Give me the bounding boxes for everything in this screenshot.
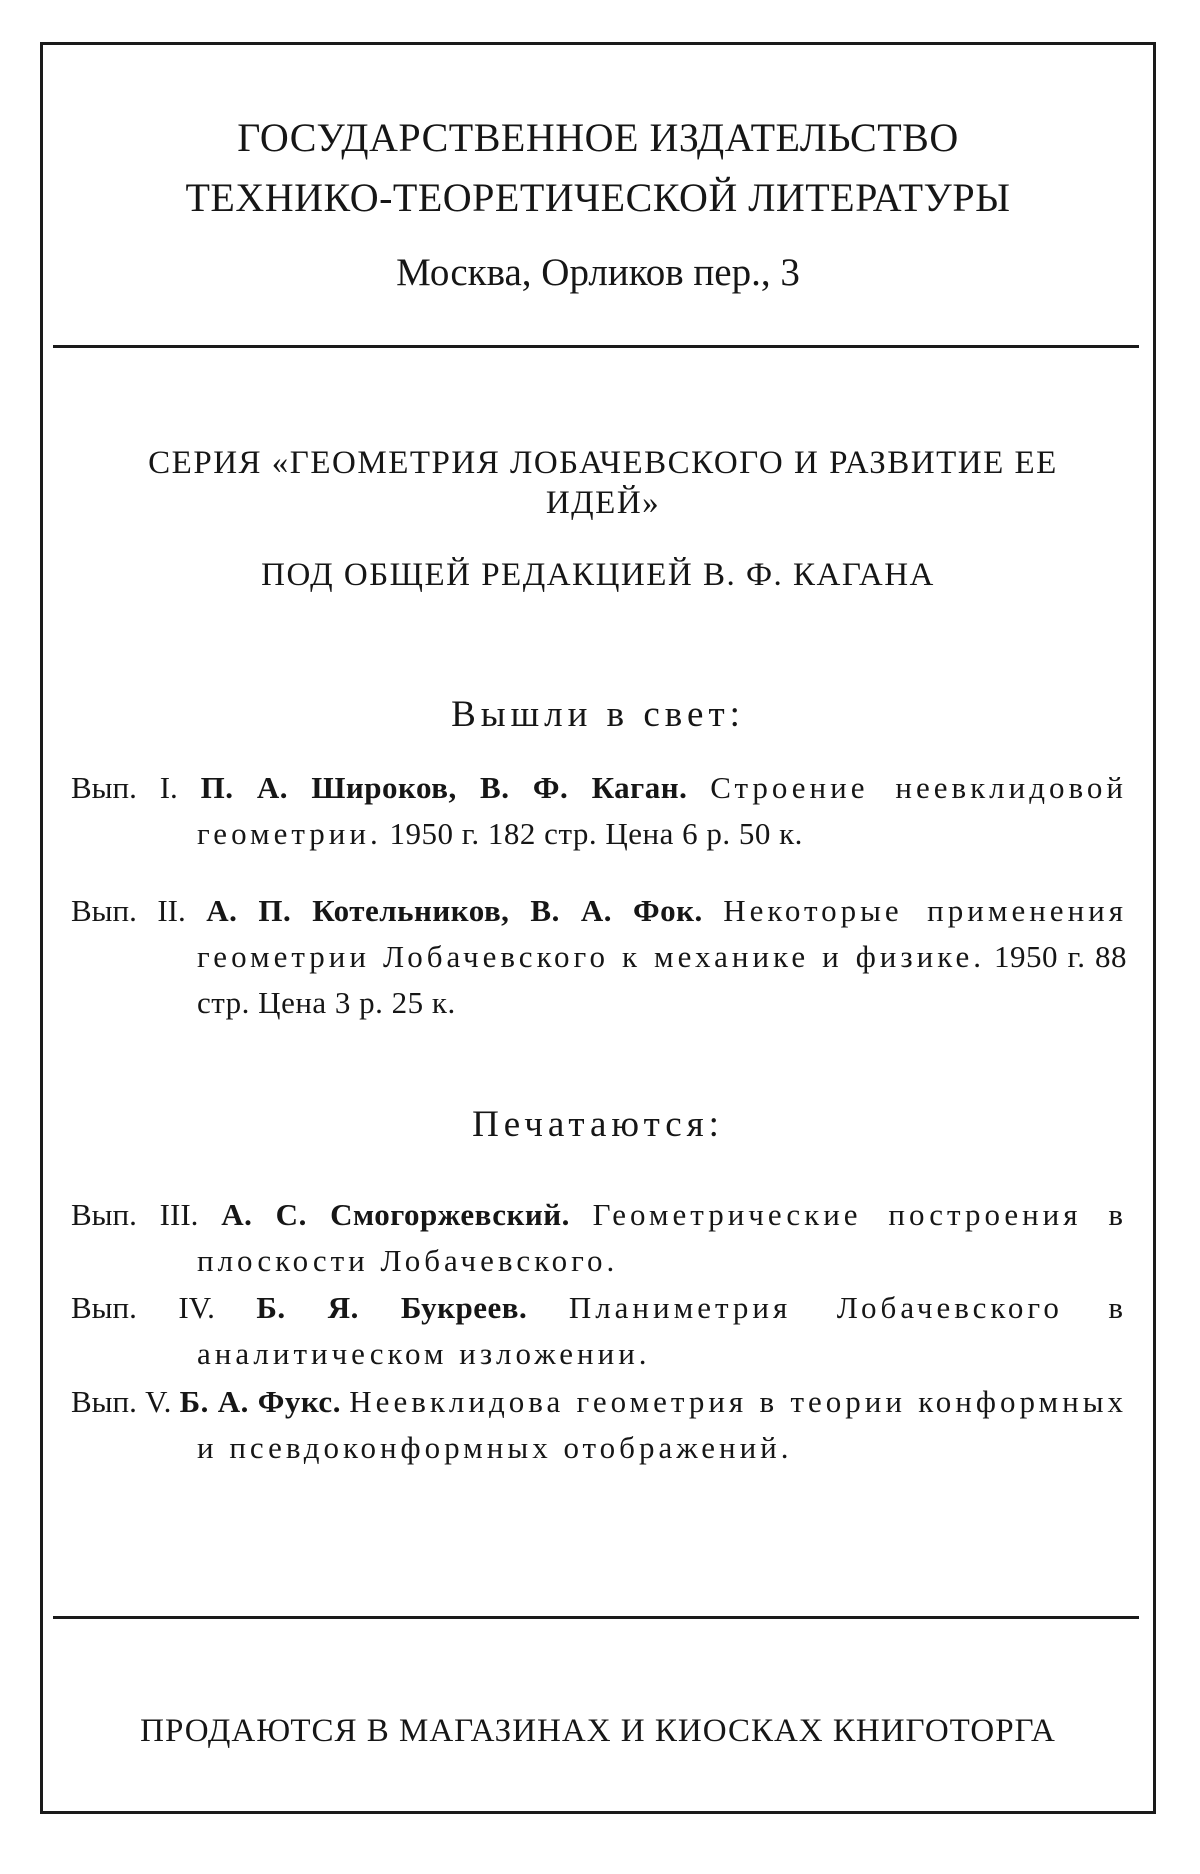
divider-bottom bbox=[53, 1616, 1139, 1619]
printing-heading: Печатаются: bbox=[472, 1104, 724, 1145]
issue-entry bbox=[71, 1379, 1127, 1471]
sales-note: ПРОДАЮТСЯ В МАГАЗИНАХ И КИОСКАХ КНИГОТОРГА bbox=[140, 1713, 1056, 1749]
series-title: СЕРИЯ «ГЕОМЕТРИЯ ЛОБАЧЕВСКОГО И РАЗВИТИЕ ЕЕ ИДЕЙ» bbox=[148, 445, 1058, 521]
published-heading: Вышли в свет: bbox=[451, 694, 745, 735]
issue-number: Вып. I. bbox=[71, 770, 178, 805]
issue-meta: 1950 г. 88 стр. Цена 3 р. 25 к. bbox=[197, 939, 1128, 1020]
issue-title: Неевклидова геометрия в теории конформных и псевдоконформных отображений. bbox=[197, 1384, 1128, 1465]
issue-authors: П. А. Широков, В. Ф. Каган. bbox=[200, 770, 688, 805]
issue-authors: Б. А. Фукс. bbox=[179, 1384, 341, 1419]
publisher-name-line1: ГОСУДАРСТВЕННОЕ ИЗДАТЕЛЬСТВО bbox=[237, 115, 959, 160]
issue-title: Некоторые применения геометрии Лобачевского к механике и физике. bbox=[197, 893, 1128, 974]
publisher-name-line2: ТЕХНИКО-ТЕОРЕТИЧЕСКОЙ ЛИТЕРАТУРЫ bbox=[185, 175, 1011, 220]
issue-number: Вып. II. bbox=[71, 893, 186, 928]
issue-title: Строение неевклидовой геометрии. bbox=[197, 770, 1128, 851]
issue-authors: А. П. Котельников, В. А. Фок. bbox=[206, 893, 703, 928]
issue-number: Вып. V. bbox=[71, 1384, 172, 1419]
issue-entry bbox=[71, 1192, 1127, 1284]
issue-authors: А. С. Смогоржевский. bbox=[221, 1197, 570, 1232]
series-editor: ПОД ОБЩЕЙ РЕДАКЦИЕЙ В. Ф. КАГАНА bbox=[261, 557, 935, 593]
issue-entry bbox=[71, 888, 1127, 1026]
issue-title: Планиметрия Лобачевского в аналитическом изложении. bbox=[197, 1290, 1128, 1371]
issue-meta: 1950 г. 182 стр. Цена 6 р. 50 к. bbox=[389, 816, 803, 851]
publisher-address: Москва, Орликов пер., 3 bbox=[396, 251, 800, 294]
divider-top bbox=[53, 345, 1139, 348]
issue-number: Вып. IV. bbox=[71, 1290, 215, 1325]
issue-entry bbox=[71, 765, 1127, 857]
issue-title: Геометрические построения в плоскости Лобачевского. bbox=[197, 1197, 1127, 1278]
issue-authors: Б. Я. Букреев. bbox=[256, 1290, 528, 1325]
page-frame bbox=[40, 42, 1156, 1814]
issue-entry bbox=[71, 1285, 1127, 1377]
issue-number: Вып. III. bbox=[71, 1197, 199, 1232]
